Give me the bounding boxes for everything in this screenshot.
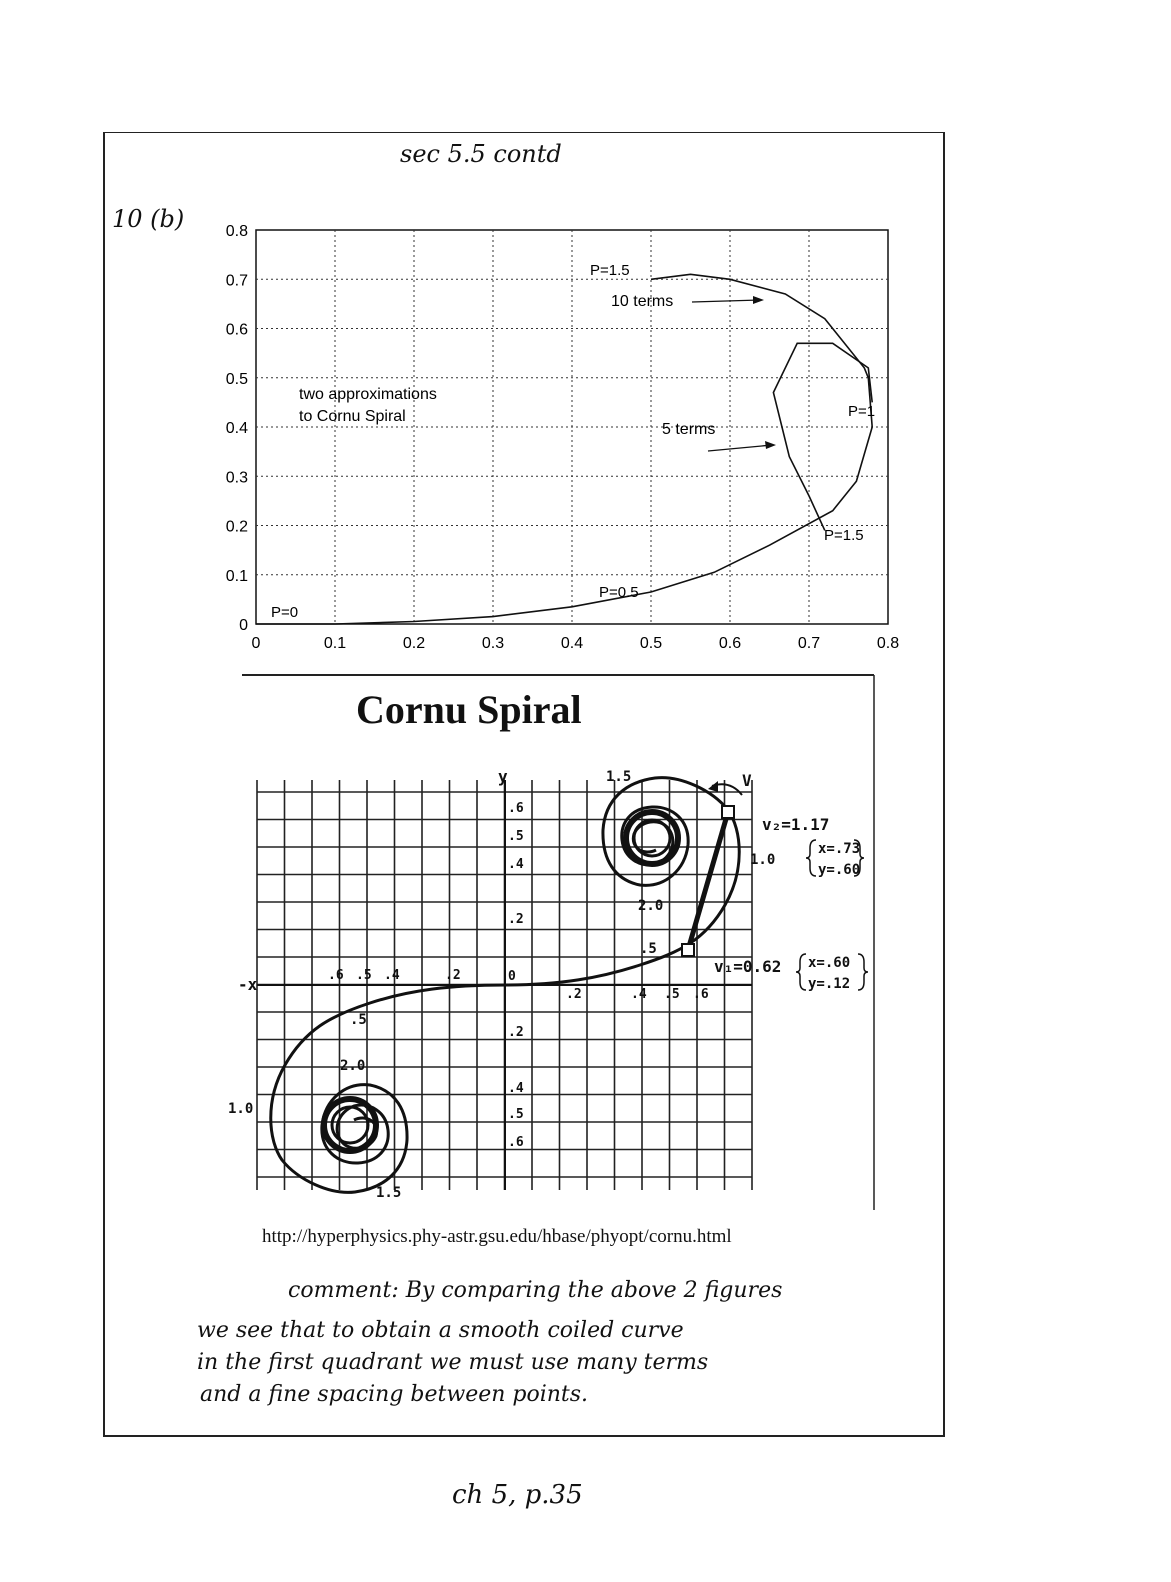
axis-neg-x-label: -x — [238, 975, 258, 994]
y-tick-label: 0.2 — [225, 518, 248, 536]
x-tick-label: 0.1 — [323, 635, 347, 652]
x-tick-label: 0.7 — [797, 635, 821, 652]
upper-label-20: 2.0 — [638, 898, 664, 914]
v2-tick: 1.0 — [750, 852, 776, 868]
cornu-title: Cornu Spiral — [356, 687, 582, 732]
v2-label: v₂=1.17 — [762, 815, 830, 834]
x-tick-label: 0.4 — [560, 635, 584, 652]
cornu-curve-lower — [271, 985, 505, 1192]
label-two-approx-1: two approximations — [299, 386, 437, 403]
label-p15-right: P=1.5 — [824, 527, 864, 544]
y-tick-label: 0 — [239, 617, 248, 634]
v-arrowhead — [708, 781, 718, 792]
header-note: sec 5.5 contd — [400, 140, 562, 168]
negx-tick-04: .4 — [384, 968, 400, 983]
label-ten-terms: 10 terms — [611, 293, 674, 310]
posx-tick-06: .6 — [693, 987, 709, 1002]
ypos-tick-02: .2 — [508, 912, 524, 927]
comment-line-3: in the first quadrant we must use many terms — [197, 1350, 709, 1375]
v1-label: v₁=0.62 — [714, 957, 782, 976]
comment-line-4: and a fine spacing between points. — [200, 1382, 589, 1407]
y-tick-label: 0.8 — [225, 223, 248, 240]
axis-y-label: y — [498, 767, 508, 786]
lower-label-15: 1.5 — [376, 1185, 402, 1201]
source-url: http://hyperphysics.phy-astr.gsu.edu/hbase/phyopt/cornu.html — [262, 1226, 732, 1247]
posx-tick-04: .4 — [631, 987, 647, 1002]
x-tick-label: 0.3 — [481, 635, 505, 652]
ypos-tick-06: .6 — [508, 801, 524, 816]
label-five-terms: 5 terms — [662, 421, 716, 438]
top-label-v: V — [742, 771, 752, 790]
label-p0: P=0 — [271, 604, 299, 621]
v1-marker — [682, 944, 694, 956]
x-tick-label: 0.6 — [718, 635, 742, 652]
label-p05: P=0.5 — [599, 584, 639, 601]
negx-tick-05: .5 — [356, 968, 372, 983]
v2-y: y=.60 — [818, 862, 861, 878]
label-p1: P=1 — [848, 403, 876, 420]
v2-marker — [722, 806, 734, 818]
v2-brace — [806, 840, 816, 876]
x-tick-label: 0.8 — [876, 635, 900, 652]
footer-note: ch 5, p.35 — [452, 1480, 583, 1510]
y-tick-label: 0.3 — [225, 469, 248, 487]
negx-tick-06: .6 — [328, 968, 344, 983]
x-tick-label: 0.5 — [639, 635, 663, 652]
negx-tick-02: .2 — [445, 968, 461, 983]
v1-y: y=.12 — [808, 976, 851, 992]
origin-label: 0 — [508, 969, 516, 984]
top-label-15: 1.5 — [606, 769, 632, 785]
x-tick-label: 0.2 — [402, 635, 426, 652]
v1-brace — [796, 954, 806, 990]
v1-brace-right — [858, 954, 868, 990]
posx-tick-05: .5 — [664, 987, 680, 1002]
y-tick-label: 0.5 — [225, 370, 248, 388]
ypos-tick-04: .4 — [508, 857, 524, 872]
lower-label-20: 2.0 — [340, 1058, 366, 1074]
x-tick-label: 0 — [251, 635, 261, 652]
y-tick-label: 0.6 — [225, 321, 248, 339]
posx-tick-02: .2 — [566, 987, 582, 1002]
label-two-approx-2: to Cornu Spiral — [299, 408, 406, 425]
lower-label-05: .5 — [350, 1012, 367, 1028]
comment-line-1: comment: By comparing the above 2 figures — [288, 1278, 783, 1303]
y-tick-label: 0.1 — [225, 567, 248, 585]
cornu-curve — [505, 778, 739, 985]
problem-label: 10 (b) — [112, 205, 185, 233]
v1-x: x=.60 — [808, 955, 851, 971]
comment-line-2: we see that to obtain a smooth coiled curve — [197, 1318, 684, 1343]
y-tick-label: 0.4 — [225, 420, 248, 437]
upper-label-05: .5 — [640, 941, 657, 957]
yneg-tick-05: .5 — [508, 1107, 524, 1122]
y-tick-label: 0.7 — [225, 272, 248, 290]
yneg-tick-04: .4 — [508, 1081, 524, 1096]
v2-x: x=.73 — [818, 841, 861, 857]
label-p15-top: P=1.5 — [590, 262, 630, 279]
lower-label-10: 1.0 — [228, 1101, 254, 1117]
yneg-tick-06: .6 — [508, 1135, 524, 1150]
ypos-tick-05: .5 — [508, 829, 524, 844]
yneg-tick-02: .2 — [508, 1025, 524, 1040]
